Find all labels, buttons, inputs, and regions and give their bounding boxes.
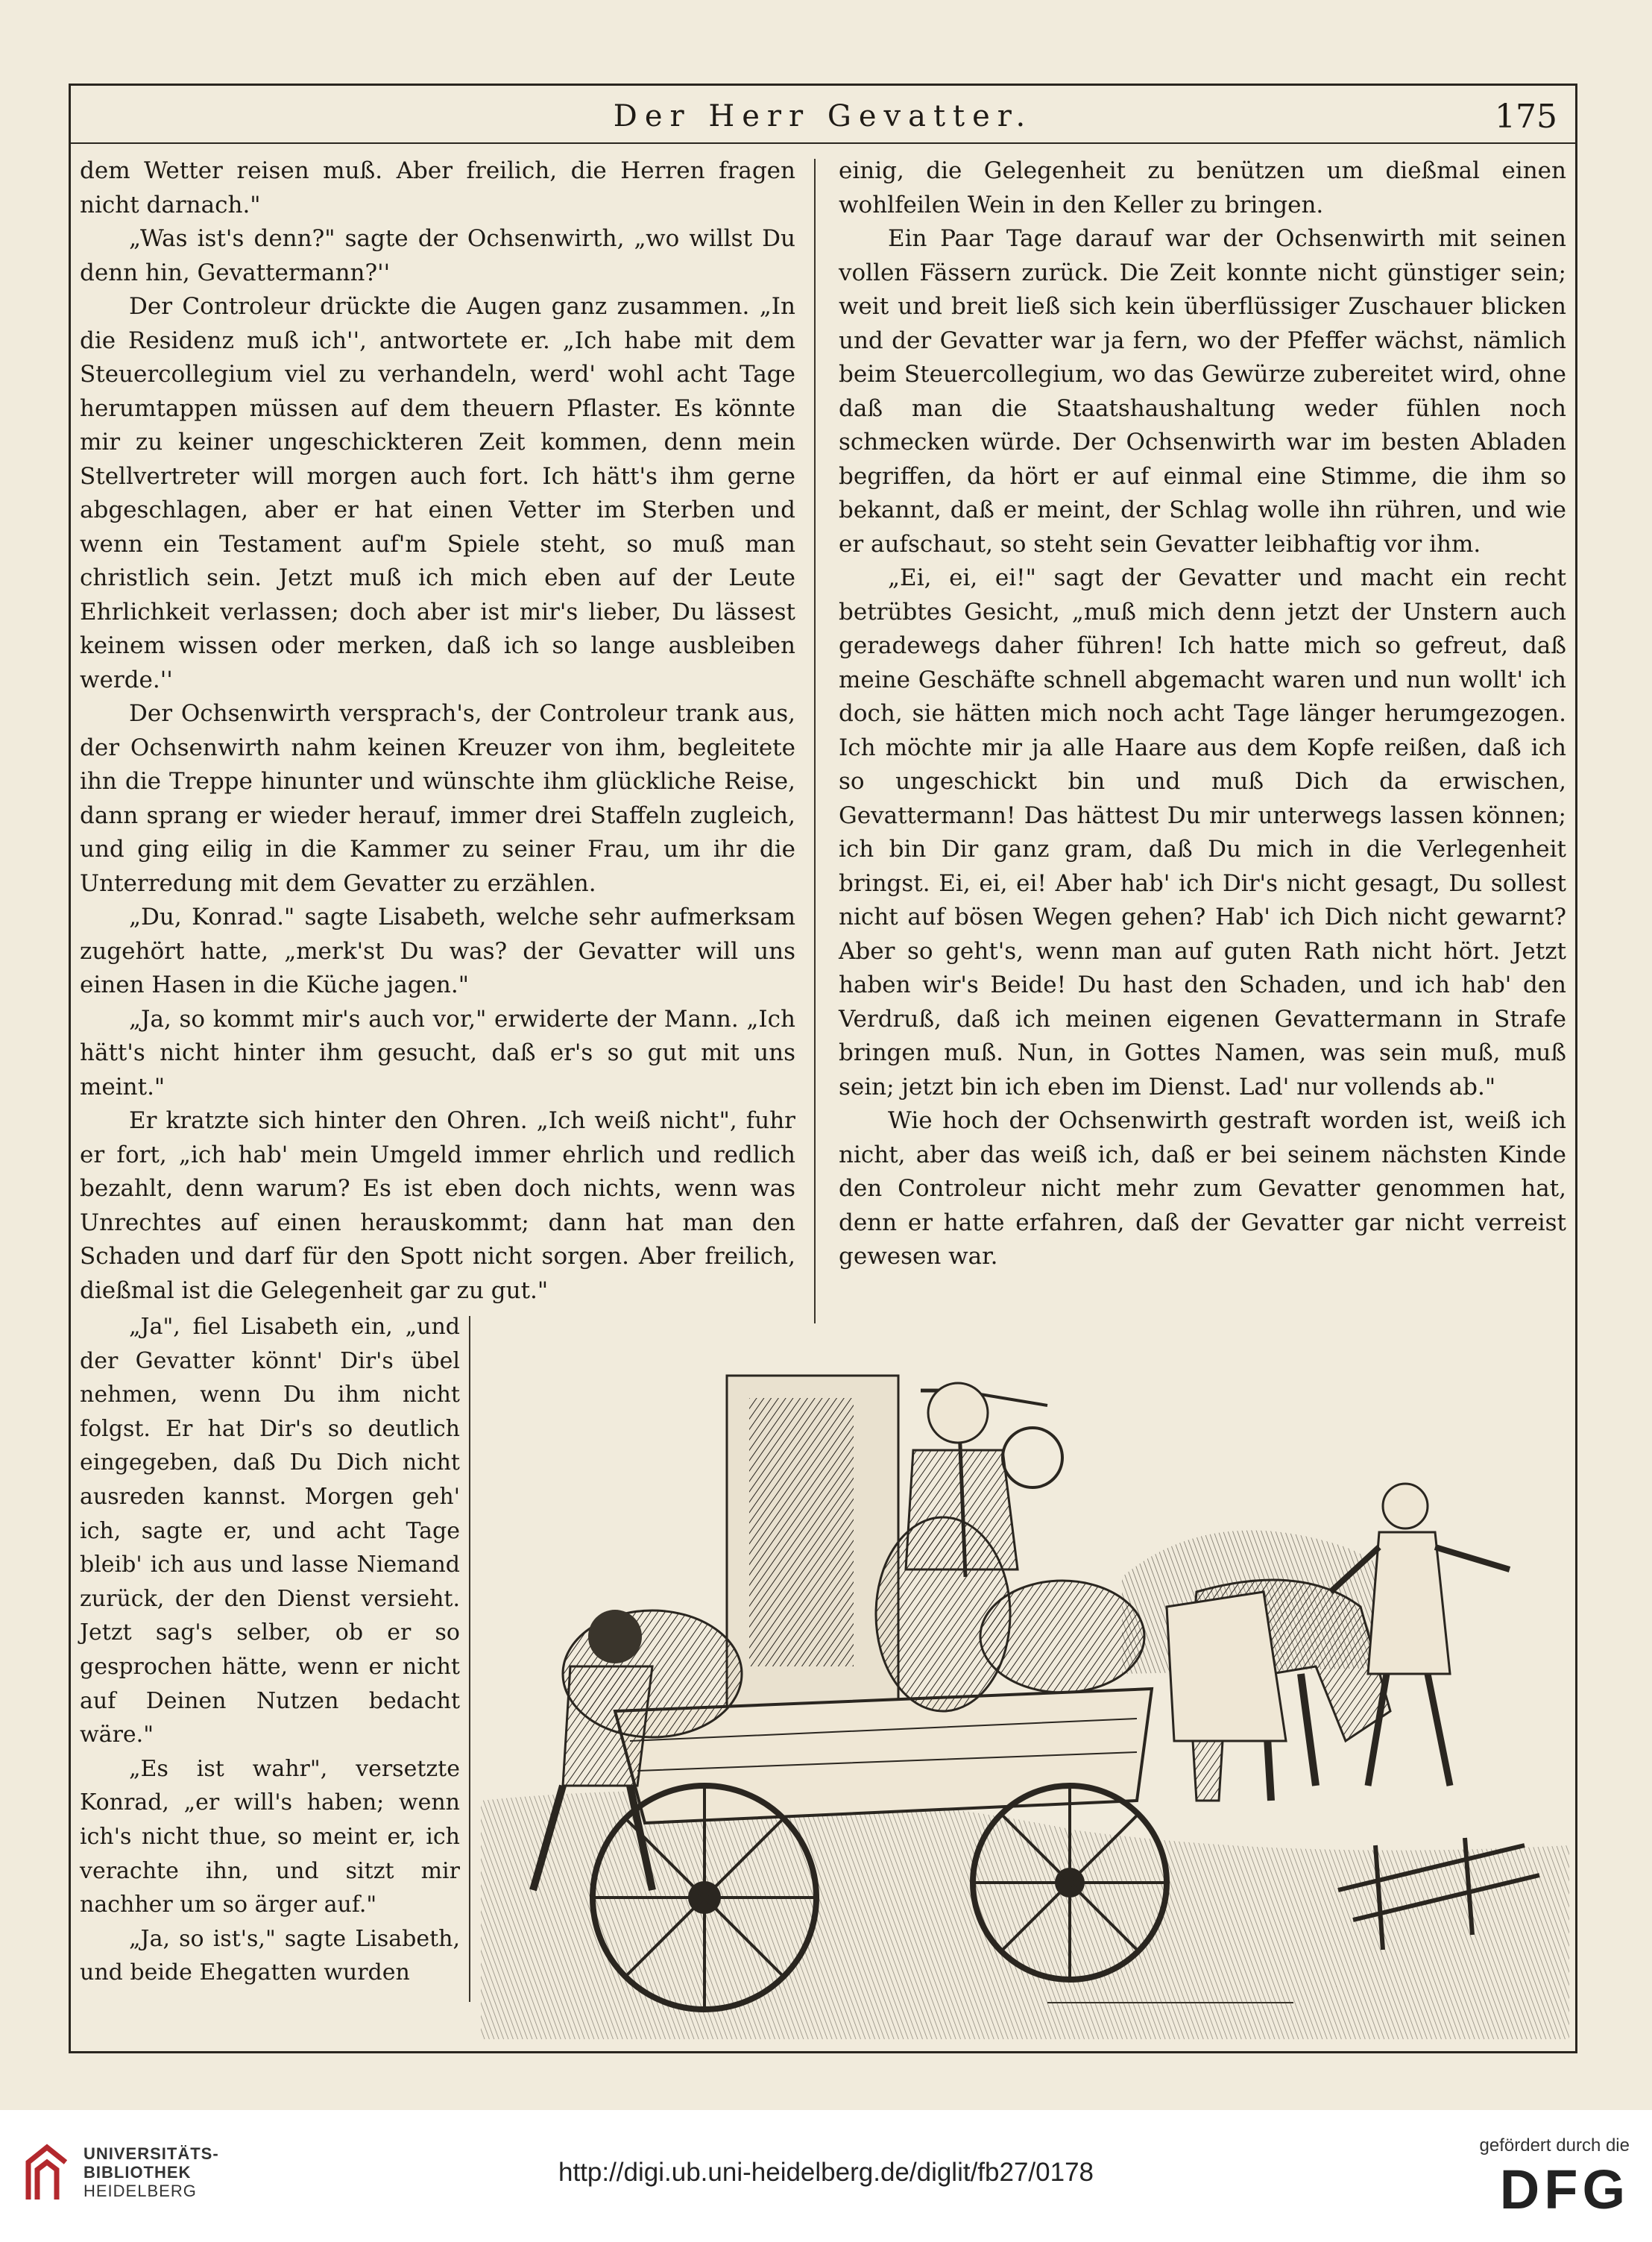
illustration-svg: [481, 1323, 1569, 2039]
paragraph: einig, die Gelegenheit zu benützen um dießmal einen wohlfeilen Wein in den Keller zu bringen.: [839, 157, 1566, 218]
library-name-line: UNIVERSITÄTS-: [83, 2144, 219, 2163]
permalink-url[interactable]: http://digi.ub.uni-heidelberg.de/diglit/fb27/0178: [558, 2158, 1094, 2187]
page-header: [71, 86, 1575, 144]
running-title: Der Herr Gevatter.: [613, 99, 1033, 133]
left-column: [80, 154, 795, 1308]
narrow-column-divider: [469, 1316, 470, 2002]
right-column: [839, 154, 1566, 1274]
page-number: 175: [1495, 98, 1557, 136]
paragraph: Er kratzte sich hinter den Ohren. „Ich weiß nicht", fuhr er fort, „ich hab' mein Umgeld immer ehrlich und redlich bezahlt, denn warum? Es ist eben doch nichts, wenn was Unrechtes auf einen herauskommt; dann hat man den Schaden und darf für den Spott nicht sorgen. Aber freilich, dießmal ist die Gelegenheit gar zu gut.": [80, 1107, 795, 1304]
paragraph: „Es ist wahr", versetzte Konrad, „er will's haben; wenn ich's nicht thue, so meint er, ich verachte ihn, und sitzt mir nachher um so ärger auf.": [80, 1755, 460, 1918]
paragraph: Wie hoch der Ochsenwirth gestraft worden ist, weiß ich nicht, aber das weiß ich, daß er bei seinem nächsten Kinde den Controleur nicht mehr zum Gevatter genommen hat, denn er hatte erfahren, daß der Gevatter gar nicht verreist gewesen war.: [839, 1107, 1566, 1270]
paragraph: „Ei, ei, ei!" sagt der Gevatter und macht ein recht betrübtes Gesicht, „muß mich denn jetzt der Unstern auch geradewegs daher führen! Ich hatte mich so gefreut, daß meine Geschäfte schnell abgemacht waren und nun wollt' ich doch, sie hätten mich noch acht Tage länger herumgezogen. Ich möchte mir ja alle Haare aus dem Kopfe reißen, daß ich so ungeschickt bin und muß Dich da erwischen, Gevattermann! Das hättest Du mir unterwegs lassen können; ich bin Dir ganz gram, daß Du mich in die Verlegenheit bringst. Ei, ei, ei! Aber hab' ich Dir's nicht gesagt, Du sollest nicht auf bösen Wegen gehen? Hab' ich Dich nicht gewarnt? Aber so geht's, wenn man auf guten Rath nicht hört. Jetzt haben wir's Beide! Du hast den Schaden, und ich hab' den Verdruß, daß ich meinen eigenen Gevattermann in Strafe bringen muß. Nun, in Gottes Namen, was sein muß, muß sein; jetzt bin ich eben im Dienst. Lad' nur vollends ab.": [839, 564, 1566, 1100]
funder-text: gefördert durch die: [1479, 2135, 1630, 2156]
paragraph: „Ja", fiel Lisabeth ein, „und der Gevatter könnt' Dir's übel nehmen, wenn Du ihm nicht folgst. Er hat Dir's so deutlich eingegeben, daß Du Dich nicht ausreden kannst. Morgen geh' ich, sagte er, und acht Tage bleib' ich aus und lasse Niemand zurück, der den Dienst versieht. Jetzt sag's selber, ob er so gesprochen hätte, wenn er nicht auf Deinen Nutzen bedacht wäre.": [80, 1314, 460, 1748]
paragraph: „Du, Konrad." sagte Lisabeth, welche sehr aufmerksam zugehört hatte, „merk'st Du was? der Gevatter will uns einen Hasen in die Küche jagen.": [80, 904, 795, 998]
library-name-line: BIBLIOTHEK: [83, 2163, 192, 2182]
paragraph: Ein Paar Tage darauf war der Ochsenwirth mit seinen vollen Fässern zurück. Die Zeit konnte nicht günstiger sein; weit und breit ließ sich kein überflüssiger Zuschauer blicken und der Gevatter war ja fern, wo der Pfeffer wächst, nämlich beim Steuercollegium, wo das Gewürze zubereitet wird, ohne daß man die Staatshaushaltung weder fühlen noch schmecken würde. Der Ochsenwirth war im besten Abladen begriffen, da hört er auf einmal eine Stimme, die ihm so bekannt, daß er meint, der Schlag wolle ihn rühren, und wie er aufschaut, so steht sein Gevatter leibhaftig vor ihm.: [839, 225, 1566, 558]
paragraph: Der Ochsenwirth versprach's, der Controleur trank aus, der Ochsenwirth nahm keinen Kreuzer von ihm, begleitete ihn die Treppe hinunter und wünschte ihm glückliche Reise, dann sprang er wieder herauf, immer drei Staffeln zugleich, und ging eilig in die Kammer zu seiner Frau, um ihr die Unterredung mit dem Gevatter zu erzählen.: [80, 700, 795, 897]
library-name-line: HEIDELBERG: [83, 2182, 197, 2200]
paragraph: „Was ist's denn?" sagte der Ochsenwirth, „wo willst Du denn hin, Gevattermann?'': [80, 225, 795, 286]
paragraph: „Ja, so kommt mir's auch vor," erwiderte der Mann. „Ich hätt's nicht hinter ihm gesucht, daß er's so gut mit uns meint.": [80, 1005, 795, 1100]
dfg-logo: DFG: [1499, 2158, 1630, 2220]
column-divider: [814, 159, 816, 1348]
viewer-footer: [0, 2110, 1652, 2242]
engraving-wine-cart-illustration: [481, 1323, 1569, 2039]
paragraph: dem Wetter reisen muß. Aber freilich, die Herren fragen nicht darnach.": [80, 157, 795, 218]
paragraph: „Ja, so ist's," sagte Lisabeth, und beide Ehegatten wurden: [80, 1925, 460, 1986]
funder-logo[interactable]: [1480, 2135, 1630, 2223]
page-frame: [69, 84, 1577, 2053]
paragraph: Der Controleur drückte die Augen ganz zusammen. „In die Residenz muß ich'', antwortete er. „Ich habe mit dem Steuercollegium viel zu verhandeln, werd' wohl acht Tage herumtappen müssen auf dem theuern Pflaster. Es könnte mir zu keiner ungeschickteren Zeit kommen, denn mein Stellvertreter will morgen auch fort. Ich hätt's ihm gerne abgeschlagen, aber er hat einen Vetter im Sterben und wenn ein Testament auf'm Spiele steht, so muß man christlich sein. Jetzt muß ich mich eben auf der Leute Ehrlichkeit verlassen; doch aber ist mir's lieber, Du lässest keinem wissen oder merken, daß ich so lange ausbleiben werde.'': [80, 293, 795, 693]
narrow-column: [80, 1310, 460, 1990]
illustration-rule: [1047, 2002, 1293, 2003]
